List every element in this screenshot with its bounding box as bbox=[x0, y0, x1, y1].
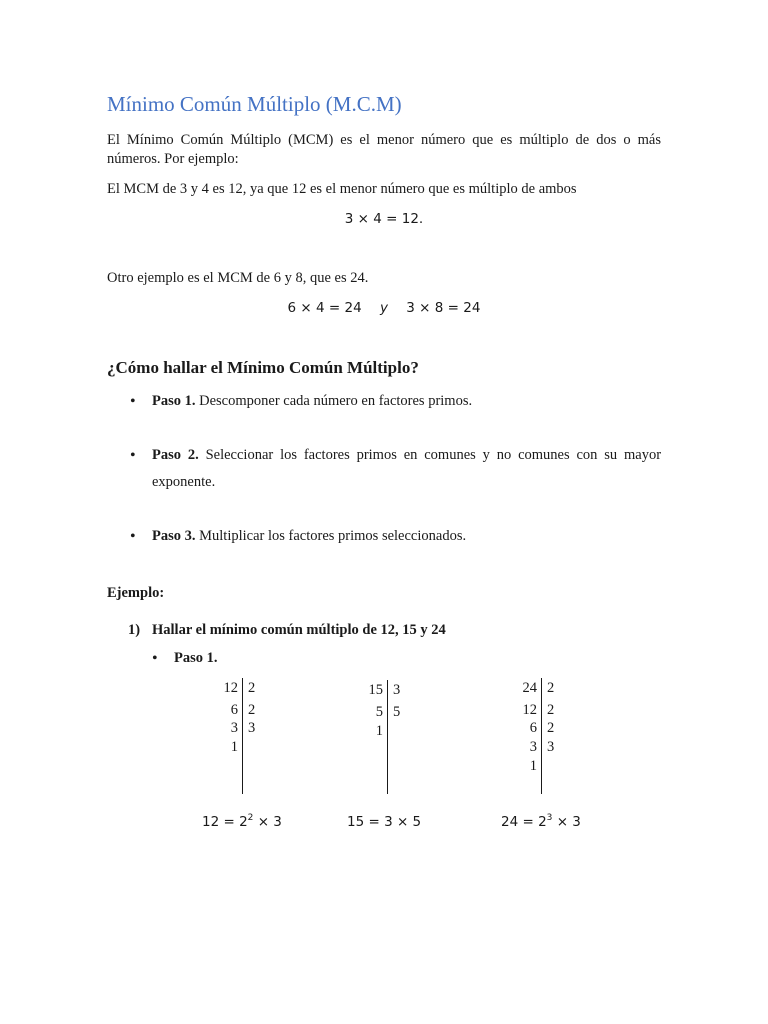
factor-number: 12 bbox=[223, 680, 238, 696]
factor-number: 24 bbox=[522, 680, 537, 696]
bullet-icon bbox=[130, 456, 138, 464]
result-15 bbox=[347, 814, 421, 830]
factor-divisor: 2 bbox=[547, 720, 555, 736]
factor-divisor: 3 bbox=[248, 720, 256, 736]
divider-line bbox=[242, 678, 243, 794]
equation-3x4: 3 × 4 = 12. bbox=[344, 211, 424, 227]
factor-divisor: 2 bbox=[248, 680, 256, 696]
factor-number: 3 bbox=[529, 739, 537, 755]
second-example-text: Otro ejemplo es el MCM de 6 y 8, que es 24. bbox=[107, 270, 369, 286]
result-rest: × 3 bbox=[253, 814, 282, 830]
result-base: 12 = 2 bbox=[202, 814, 248, 830]
divider-line bbox=[387, 680, 388, 794]
step-2-text: Seleccionar los factores primos en comunes y no comunes con su mayor exponente. bbox=[152, 447, 662, 490]
factor-number: 3 bbox=[230, 720, 238, 736]
factor-number: 15 bbox=[368, 682, 383, 698]
equation-6x4: 6 × 4 = 24 bbox=[287, 300, 362, 316]
bullet-icon bbox=[152, 659, 160, 667]
result-24 bbox=[501, 814, 581, 830]
factor-number: 6 bbox=[529, 720, 537, 736]
example-item-number: 1) bbox=[128, 622, 141, 638]
equation-6x4-3x8 bbox=[0, 300, 768, 316]
factor-divisor: 2 bbox=[547, 680, 555, 696]
result-exponent: 3 bbox=[546, 813, 553, 823]
step-1-text: Descomponer cada número en factores primos. bbox=[199, 393, 473, 409]
step-1 bbox=[152, 388, 661, 415]
step-1-label: Paso 1. bbox=[152, 393, 196, 409]
example-step-label: Paso 1. bbox=[174, 650, 218, 666]
result-base: 15 = 3 × 5 bbox=[347, 814, 422, 830]
factor-number: 1 bbox=[375, 723, 383, 739]
example-label: Ejemplo: bbox=[107, 585, 165, 601]
step-2 bbox=[152, 442, 661, 496]
intro-paragraph: El Mínimo Común Múltiplo (MCM) es el menor número que es múltiplo de dos o más números. Por ejemplo: bbox=[107, 132, 661, 167]
factor-divisor: 3 bbox=[393, 682, 401, 698]
step-3 bbox=[152, 523, 661, 550]
step-2-label: Paso 2. bbox=[152, 447, 199, 463]
page-title: Mínimo Común Múltiplo (M.C.M) bbox=[107, 92, 402, 116]
example-item-text: Hallar el mínimo común múltiplo de 12, 15 y 24 bbox=[152, 622, 446, 638]
result-rest: × 3 bbox=[552, 814, 581, 830]
result-base: 24 = 2 bbox=[501, 814, 547, 830]
equation-conjunction: y bbox=[380, 300, 388, 316]
bullet-icon bbox=[130, 537, 138, 545]
factor-number: 1 bbox=[230, 739, 238, 755]
divider-line bbox=[541, 678, 542, 794]
factor-number: 6 bbox=[230, 702, 238, 718]
factor-number: 5 bbox=[375, 704, 383, 720]
factor-number: 1 bbox=[529, 758, 537, 774]
equation-3x8: 3 × 8 = 24 bbox=[406, 300, 481, 316]
step-3-label: Paso 3. bbox=[152, 528, 196, 544]
factor-divisor: 2 bbox=[248, 702, 256, 718]
factor-divisor: 5 bbox=[393, 704, 401, 720]
result-12 bbox=[202, 814, 282, 830]
bullet-icon bbox=[130, 402, 138, 410]
factor-divisor: 3 bbox=[547, 739, 555, 755]
result-exponent: 2 bbox=[247, 813, 254, 823]
factor-divisor: 2 bbox=[547, 702, 555, 718]
intro-example-text: El MCM de 3 y 4 es 12, ya que 12 es el menor número que es múltiplo de ambos bbox=[107, 181, 577, 197]
factor-number: 12 bbox=[522, 702, 537, 718]
section-heading: ¿Cómo hallar el Mínimo Común Múltiplo? bbox=[107, 358, 419, 377]
step-3-text: Multiplicar los factores primos seleccionados. bbox=[199, 528, 467, 544]
